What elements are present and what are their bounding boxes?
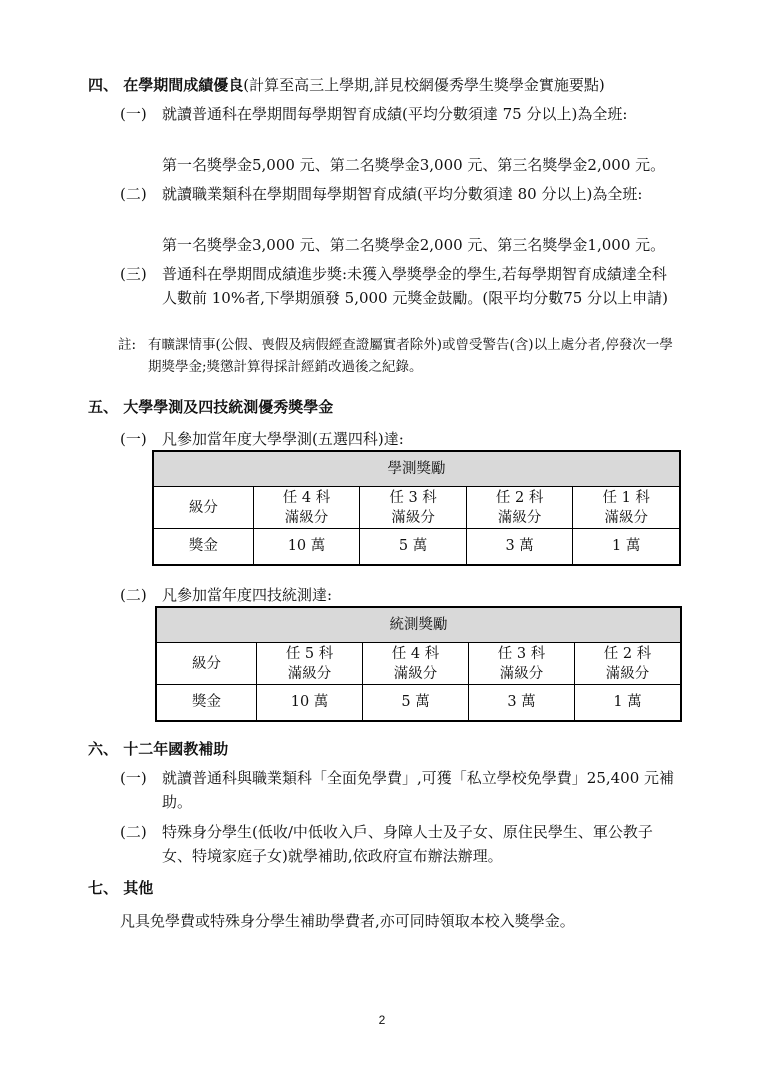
level-subjects: 任 1 科 (602, 489, 650, 506)
item-label: (一) (120, 430, 147, 448)
amount-cell: 5 萬 (363, 685, 469, 721)
level-score: 滿級分 (605, 665, 650, 682)
level-score: 滿級分 (604, 509, 648, 526)
level-score: 滿級分 (499, 665, 544, 682)
level-score: 滿級分 (391, 509, 435, 526)
note-text: 有曠課情事(公假、喪假及病假經查證屬實者除外)或曾受警告(含)以上處分者,停發次一學期獎學金;獎懲計算得採計經銷改過後之紀錄。 (148, 337, 673, 375)
level-cell (574, 643, 681, 685)
item-text: 凡參加當年度大學學測(五選四科)達: (162, 430, 404, 448)
amount-cell: 10 萬 (257, 685, 363, 721)
item-label: (二) (120, 823, 147, 841)
item-label: (一) (120, 105, 147, 123)
item-text: 就讀普通科與職業類科「全面免學費」,可獲「私立學校免學費」25,400 元補助。 (162, 769, 675, 811)
level-score: 滿級分 (393, 665, 438, 682)
section-5-item-2 (120, 583, 678, 607)
row-label-levels: 級分 (153, 487, 253, 529)
item-text: 就讀普通科在學期間每學期智育成績(平均分數須達 75 分以上)為全班: (162, 105, 628, 123)
amount-cell: 1 萬 (574, 685, 681, 721)
level-subjects: 任 3 科 (389, 489, 437, 506)
item-text: 凡參加當年度四技統測達: (162, 586, 333, 604)
section-6-item-1 (120, 766, 680, 814)
gsat-award-table (152, 450, 681, 566)
level-score: 滿級分 (497, 509, 542, 526)
amount-cell: 3 萬 (466, 529, 573, 565)
level-cell (360, 487, 467, 529)
section-5-heading: 五、 大學學測及四技統測優秀獎學金 (88, 398, 334, 416)
section-4-note (118, 334, 678, 378)
level-cell (573, 487, 680, 529)
item-text: 普通科在學期間成績進步獎:未獲入學獎學金的學生,若每學期智育成績達全科人數前 10%者,下學期頒發 5,000 元獎金鼓勵。(限平均分數75 分以上申請) (162, 265, 668, 307)
section-6-heading: 六、 十二年國教補助 (88, 740, 229, 758)
section-4-item-3 (120, 262, 678, 310)
amount-cell: 1 萬 (573, 529, 680, 565)
note-label: 註: (118, 337, 137, 353)
level-score: 滿級分 (284, 509, 329, 526)
page-number: 2 (378, 1013, 386, 1027)
section-4-item-2-detail: 第一名獎學金3,000 元、第二名獎學金2,000 元、第三名獎學金1,000 元。 (162, 236, 666, 254)
level-subjects: 任 3 科 (497, 645, 546, 662)
row-label-levels: 級分 (156, 643, 257, 685)
level-cell (466, 487, 573, 529)
item-text: 就讀職業類科在學期間每學期智育成績(平均分數須達 80 分以上)為全班: (162, 185, 643, 203)
section-5-item-1 (120, 427, 678, 451)
section-7-text: 凡具免學費或特殊身分學生補助學費者,亦可同時領取本校入獎學金。 (120, 912, 575, 930)
tvet-award-table (155, 606, 682, 722)
table-caption: 學測獎勵 (153, 451, 680, 487)
item-label: (二) (120, 185, 147, 203)
row-label-amount: 獎金 (156, 685, 257, 721)
table-caption: 統測獎勵 (156, 607, 681, 643)
amount-cell: 3 萬 (469, 685, 575, 721)
level-cell (257, 643, 363, 685)
row-label-amount: 獎金 (153, 529, 253, 565)
level-subjects: 任 2 科 (603, 645, 652, 662)
section-6-item-2 (120, 820, 680, 868)
level-subjects: 任 5 科 (285, 645, 334, 662)
level-score: 滿級分 (287, 665, 332, 682)
level-cell (469, 643, 575, 685)
section-4-item-2 (120, 182, 678, 206)
amount-cell: 5 萬 (360, 529, 467, 565)
section-4-heading (88, 74, 605, 95)
level-cell (253, 487, 360, 529)
level-subjects: 任 4 科 (282, 489, 331, 506)
item-text: 特殊身分學生(低收/中低收入戶、身障人士及子女、原住民學生、軍公教子女、特境家庭子女)就學補助,依政府宣布辦法辦理。 (162, 823, 653, 865)
item-label: (一) (120, 769, 147, 787)
level-subjects: 任 2 科 (495, 489, 544, 506)
section-7-heading: 七、 其他 (88, 879, 154, 897)
section-4-heading-note: (計算至高三上學期,詳見校網優秀學生獎學金實施要點) (243, 76, 605, 94)
amount-cell: 10 萬 (253, 529, 360, 565)
section-4-title: 四、 在學期間成績優良 (88, 76, 244, 94)
section-4-item-1 (120, 102, 678, 126)
item-label: (三) (120, 265, 147, 283)
level-subjects: 任 4 科 (391, 645, 440, 662)
section-4-item-1-detail: 第一名獎學金5,000 元、第二名獎學金3,000 元、第三名獎學金2,000 元。 (162, 156, 666, 174)
item-label: (二) (120, 586, 147, 604)
level-cell (363, 643, 469, 685)
